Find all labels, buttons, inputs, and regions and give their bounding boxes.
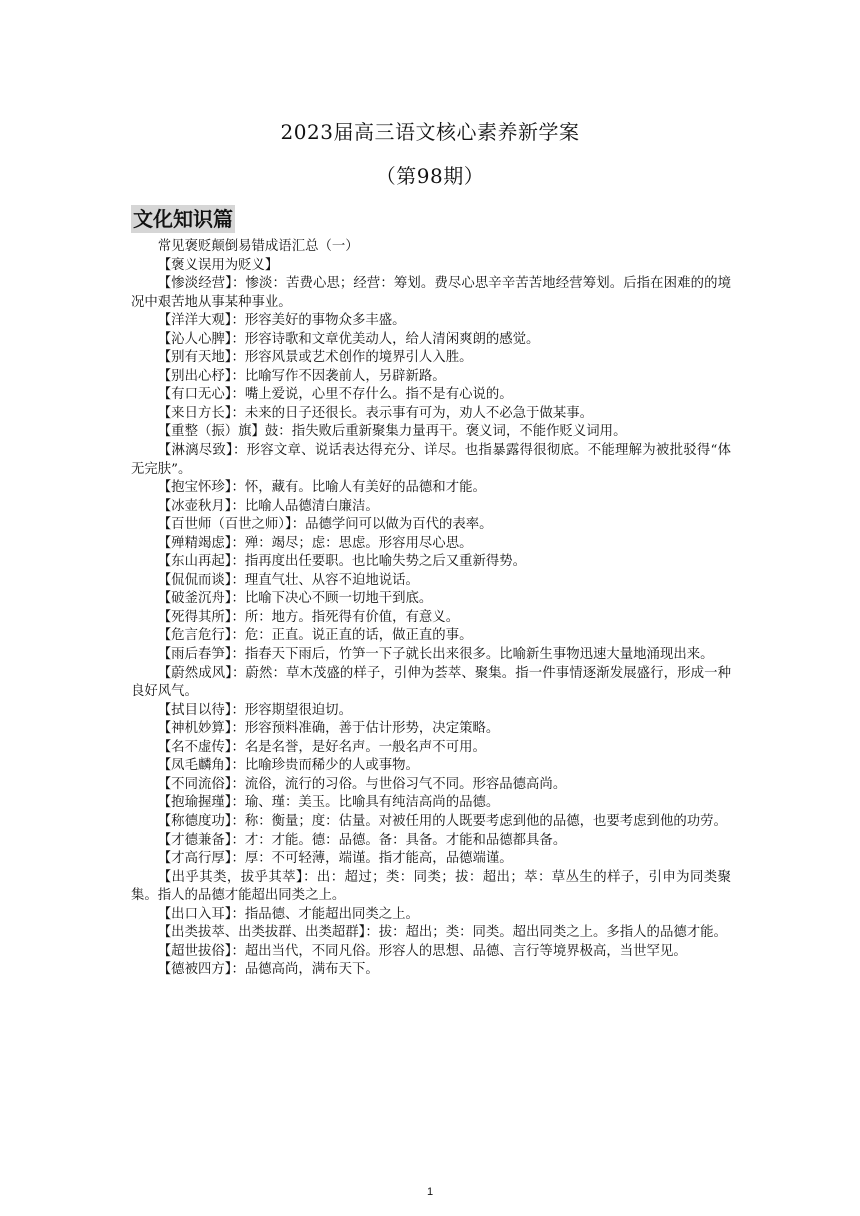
paragraph: 【才德兼备】：才：才能。德：品德。备：具备。才能和品德都具备。: [157, 832, 567, 848]
paragraph: 【出口入耳】：指品德、才能超出同类之上。: [157, 906, 419, 922]
paragraph: 【来日方长】：未来的日子还很长。表示事有可为，劝人不必急于做某事。: [157, 405, 593, 421]
paragraph: 【惨淡经营】：惨淡：苦费心思；经营：筹划。费尽心思辛辛苦苦地经营筹划。后指在困难的的境况中艰苦地从事某种事业。: [131, 276, 731, 310]
paragraph: 【出乎其类，拔乎其萃】：出：超过；类：同类；拔：超出；萃：草丛生的样子，引申为同类聚集。指人的品德才能超出同类之上。: [131, 869, 731, 904]
document-title: 2023届高三语文核心素养新学案: [280, 120, 580, 144]
issue-number: （第98期）: [375, 164, 485, 188]
paragraph: 【蔚然成风】：蔚然：草木茂盛的样子，引伸为荟萃、聚集。指一件事情逐渐发展盛行，形成一种良好风气。: [131, 665, 731, 700]
paragraph: 【抱宝怀珍】：怀，藏有。比喻人有美好的品德和才能。: [157, 480, 486, 496]
paragraph: 【百世师（百世之师）】：品德学问可以做为百代的表率。: [157, 517, 493, 533]
paragraph: 【破釜沉舟】：比喻下决心不顾一切地干到底。: [157, 591, 433, 607]
paragraph: 【抱瑜握瑾】：瑜、瑾：美玉。比喻具有纯洁高尚的品德。: [157, 795, 500, 811]
paragraph: 【拭目以待】：形容期望很迫切。: [157, 702, 352, 718]
paragraph: 【死得其所】：所：地方。指死得有价值，有意义。: [157, 609, 460, 625]
paragraph: 【别有天地】：形容风景或艺术创作的境界引人入胜。: [157, 350, 473, 366]
paragraph: 【殚精竭虑】：殚：竭尽；虑：思虑。形容用尽心思。: [157, 535, 473, 551]
page-number: 1: [426, 1186, 434, 1198]
paragraph: 【别出心杼】：比喻写作不因袭前人，另辟新路。: [157, 368, 446, 384]
paragraph: 【神机妙算】：形容预料准确，善于估计形势，决定策略。: [157, 721, 500, 737]
paragraph: 【危言危行】：危：正直。说正直的话，做正直的事。: [157, 628, 473, 644]
paragraph: 【称德度功】：称：衡量；度：估量。对被任用的人既要考虑到他的品德，也要考虑到他的功劳。: [157, 813, 727, 829]
paragraph: 【有口无心】：嘴上爱说，心里不存什么。指不是有心说的。: [157, 387, 513, 403]
paragraph: 【重整（振）旗】鼓：指失败后重新聚集力量再干。褒义词，不能作贬义词用。: [157, 424, 627, 440]
paragraph: 【凤毛麟角】：比喻珍贵而稀少的人或事物。: [157, 758, 419, 774]
paragraph: 【才高行厚】：厚：不可轻薄，端谨。指才能高，品德端谨。: [157, 851, 513, 867]
paragraph: 【名不虚传】：名是名誉，是好名声。一般名声不可用。: [157, 739, 486, 755]
document-body: [131, 238, 731, 980]
paragraph: 【褒义误用为贬义】: [157, 257, 279, 273]
paragraph: 常见褒贬颠倒易错成语汇总（一）: [157, 239, 359, 254]
paragraph: 【超世拔俗】：超出当代，不同凡俗。形容人的思想、品德、言行等境界极高，当世罕见。: [157, 943, 687, 959]
paragraph: 【雨后春笋】：指春天下雨后，竹笋一下子就长出来很多。比喻新生事物迅速大量地涌现出来。: [157, 647, 714, 663]
section-heading: 文化知识篇: [133, 207, 233, 231]
paragraph: 【东山再起】：指再度出任要职。也比喻失势之后又重新得势。: [157, 554, 527, 570]
paragraph: 【淋漓尽致】：形容文章、说话表达得充分、详尽。也指暴露得很彻底。不能理解为被批驳得“体无完肤”。: [131, 443, 731, 477]
paragraph: 【出类拔萃、出类拔群、出类超群】：拔：超出；类：同类。超出同类之上。多指人的品德才能。: [157, 925, 727, 941]
paragraph: 【洋洋大观】：形容美好的事物众多丰盛。: [157, 313, 406, 329]
paragraph: 【德被四方】：品德高尚，满布天下。: [157, 962, 379, 978]
paragraph: 【不同流俗】：流俗，流行的习俗。与世俗习气不同。形容品德高尚。: [157, 776, 567, 792]
paragraph: 【侃侃而谈】：理直气壮、从容不迫地说话。: [157, 572, 419, 588]
paragraph: 【冰壶秋月】：比喻人品德清白廉洁。: [157, 498, 379, 514]
paragraph: 【沁人心脾】：形容诗歌和文章优美动人，给人清闲爽朗的感觉。: [157, 331, 540, 347]
